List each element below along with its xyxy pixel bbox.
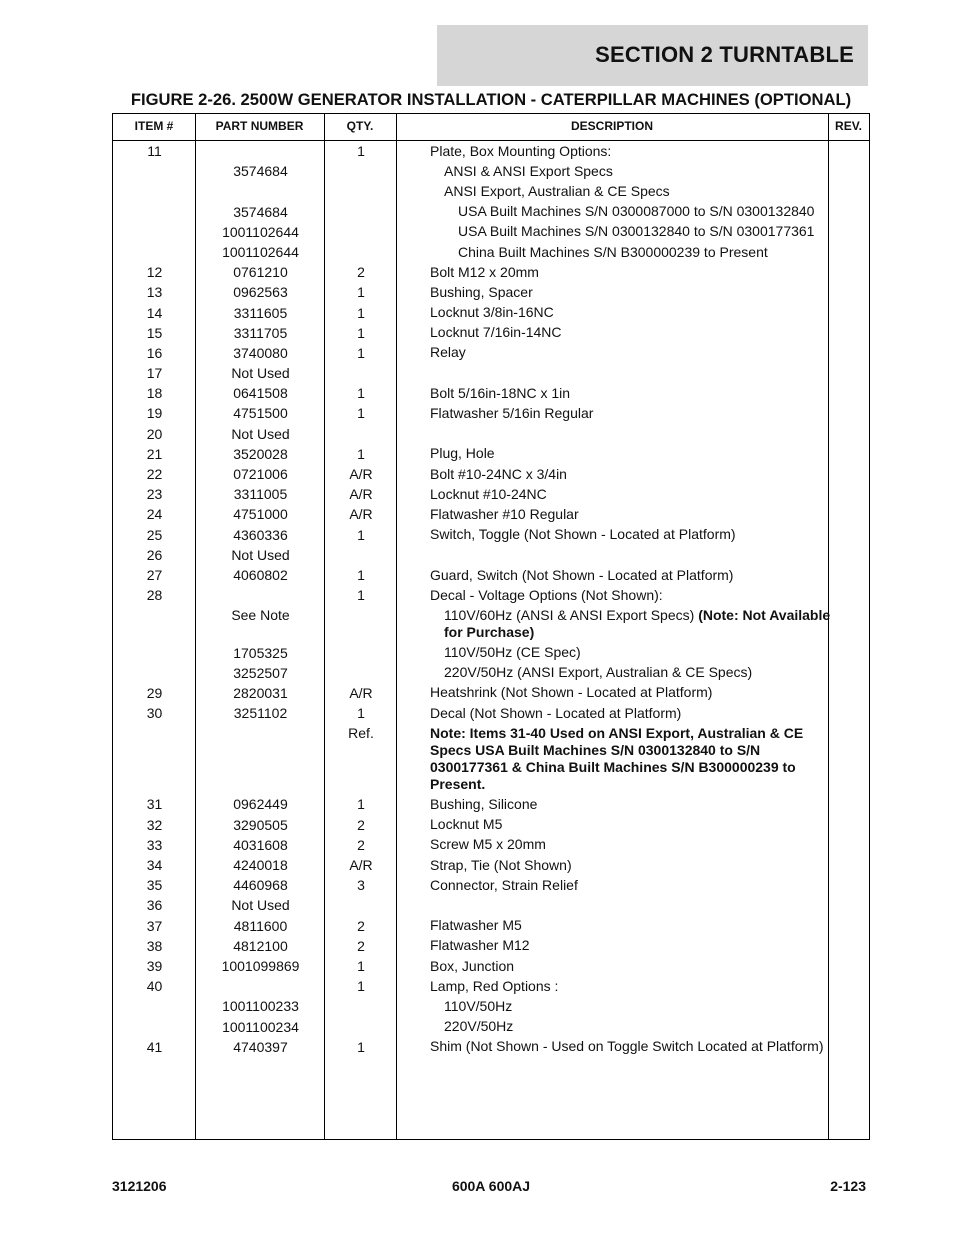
part-number: 0641508: [233, 385, 288, 402]
model-numbers: 600A 600AJ: [451, 1178, 531, 1194]
description: [430, 683, 830, 703]
description: [430, 723, 830, 794]
part-number: 1001102644: [222, 243, 299, 260]
quantity: A/R: [349, 684, 373, 701]
table-row: [113, 363, 869, 383]
quantity: 1: [357, 566, 365, 583]
description: [430, 323, 830, 343]
description: [430, 424, 830, 444]
description: [430, 956, 830, 976]
description: [430, 875, 830, 895]
quantity: A/R: [349, 486, 373, 503]
description-text: Bolt #10-24NC x 3/4in: [430, 465, 567, 482]
quantity: 1: [357, 304, 365, 321]
section-banner: [437, 25, 868, 86]
table-row: [113, 956, 869, 976]
description: [430, 484, 830, 504]
quantity: 1: [357, 796, 365, 813]
part-number: 1001102644: [222, 223, 299, 240]
description-text: 110V/60Hz (ANSI & ANSI Export Specs): [444, 606, 699, 623]
table-row: [113, 444, 869, 464]
description-text: Strap, Tie (Not Shown): [430, 856, 572, 873]
description: [458, 202, 858, 222]
table-row: [113, 484, 869, 504]
table-row: [113, 545, 869, 565]
header-description: DESCRIPTION: [570, 119, 653, 133]
table-row: [113, 464, 869, 484]
part-number: 3252507: [233, 664, 288, 681]
description: [458, 222, 858, 242]
quantity: 2: [357, 264, 365, 281]
item-number: 17: [146, 365, 163, 382]
table-row: [113, 525, 869, 545]
part-number: 3251102: [233, 705, 288, 722]
description: [444, 996, 844, 1016]
description-text: Flatwasher M5: [430, 917, 522, 934]
description: [430, 383, 830, 403]
header-rev: REV.: [835, 119, 862, 133]
quantity: 2: [357, 937, 365, 954]
item-number: 34: [146, 857, 163, 873]
item-number: 26: [146, 546, 163, 563]
item-number: 20: [146, 425, 163, 442]
table-row: [113, 916, 869, 936]
description: [430, 141, 830, 161]
table-row: [113, 323, 869, 343]
part-number: 4740397: [233, 1038, 288, 1055]
part-number: Not Used: [231, 425, 290, 442]
description-text: Decal (Not Shown - Located at Platform): [430, 704, 682, 721]
description-text: ANSI & ANSI Export Specs: [444, 162, 613, 179]
header-item: ITEM #: [134, 119, 174, 133]
description-note: Note: Items 31-40 Used on ANSI Export, Australian & CE Specs USA Built Machines S/N 0300132840 to S/N 0300177361 & China Built Machines S/N B300000239 to Present.: [430, 724, 804, 792]
item-number: 35: [146, 877, 163, 894]
table-row: [113, 895, 869, 915]
part-number: 0761210: [233, 264, 288, 281]
item-number: 18: [146, 385, 163, 402]
header-part-number: PART NUMBER: [215, 119, 304, 133]
description: [430, 545, 830, 565]
table-row: [113, 605, 869, 642]
item-number: 21: [146, 445, 163, 462]
table-header: [113, 114, 869, 141]
table-row: [113, 181, 869, 201]
table-row: [113, 161, 869, 181]
table-row: [113, 996, 869, 1016]
description-text: Lamp, Red Options :: [430, 977, 559, 994]
item-number: 24: [146, 506, 163, 523]
item-number: 22: [146, 466, 163, 482]
description: [430, 303, 830, 323]
table-row: [113, 835, 869, 855]
description-text: 110V/50Hz (CE Spec): [444, 644, 581, 661]
part-number: 3311005: [233, 486, 288, 503]
table-row: [113, 565, 869, 585]
page-number: 2-123: [830, 1178, 866, 1194]
description: [430, 585, 830, 605]
description: [444, 643, 844, 663]
table-row: [113, 703, 869, 723]
description-text: Heatshrink (Not Shown - Located at Platform): [430, 684, 713, 701]
part-number: 3311605: [233, 304, 288, 321]
description: [430, 976, 830, 996]
part-number: Not Used: [231, 546, 290, 563]
description-text: 110V/50Hz: [444, 997, 513, 1014]
description-text: Plate, Box Mounting Options:: [430, 142, 612, 159]
part-number: 4060802: [233, 566, 288, 583]
table-row: [113, 663, 869, 683]
table-row: [113, 976, 869, 996]
section-title: SECTION 2 TURNTABLE: [595, 42, 854, 67]
description-text: Bushing, Spacer: [430, 283, 533, 300]
table-row: [113, 1037, 869, 1057]
description: [430, 1037, 830, 1057]
description-text: ANSI Export, Australian & CE Specs: [444, 182, 670, 199]
part-number: 4360336: [233, 526, 288, 543]
description: [430, 895, 830, 915]
table-row: [113, 202, 869, 222]
part-number: 0962563: [233, 284, 288, 301]
table-row: [113, 794, 869, 814]
part-number: 3520028: [233, 445, 288, 462]
description: [430, 936, 830, 956]
item-number: 13: [146, 284, 163, 301]
description-text: USA Built Machines S/N 0300132840 to S/N 0300177361: [458, 223, 815, 240]
part-number: 4240018: [233, 857, 288, 873]
table-row: [113, 343, 869, 363]
part-number: 1001100234: [222, 1018, 299, 1035]
item-number: 29: [146, 684, 163, 701]
item-number: 39: [146, 957, 163, 974]
quantity: 1: [357, 143, 365, 159]
part-number: 1001099869: [221, 957, 300, 974]
description-text: Switch, Toggle (Not Shown - Located at Platform): [430, 526, 736, 543]
description-text: Bushing, Silicone: [430, 796, 538, 813]
item-number: 16: [146, 344, 163, 361]
description-text: Locknut 7/16in-14NC: [430, 324, 562, 341]
quantity: 1: [357, 957, 365, 974]
description-text: USA Built Machines S/N 0300087000 to S/N 0300132840: [458, 203, 815, 220]
description: [430, 815, 830, 835]
table-row: [113, 504, 869, 524]
part-number: 3574684: [233, 163, 288, 180]
figure-title: FIGURE 2-26. 2500W GENERATOR INSTALLATION - CATERPILLAR MACHINES (OPTIONAL): [130, 90, 852, 109]
description-text: Flatwasher M12: [430, 937, 530, 954]
table-row: [113, 643, 869, 663]
quantity: 1: [357, 705, 365, 722]
quantity: A/R: [349, 857, 373, 873]
description-note: (Note: Not Available for Purchase): [444, 606, 831, 640]
part-number: 1705325: [233, 644, 288, 661]
quantity: 1: [357, 344, 365, 361]
item-number: 15: [146, 324, 163, 341]
description: [444, 161, 844, 181]
description-text: Guard, Switch (Not Shown - Located at Platform): [430, 566, 734, 583]
item-number: 31: [146, 796, 163, 813]
quantity: 1: [357, 978, 365, 995]
item-number: 14: [146, 304, 163, 321]
table-row: [113, 303, 869, 323]
table-row: [113, 723, 869, 794]
description: [430, 565, 830, 585]
quantity: 1: [357, 385, 365, 402]
quantity: 1: [357, 526, 365, 543]
description: [430, 464, 830, 484]
part-number: 4812100: [233, 937, 288, 954]
description: [430, 794, 830, 814]
table-row: [113, 815, 869, 835]
table-row: [113, 424, 869, 444]
part-number: 3290505: [233, 816, 288, 833]
part-number: 0962449: [233, 796, 288, 813]
description: [430, 343, 830, 363]
description-text: Box, Junction: [430, 957, 515, 974]
description-text: Plug, Hole: [430, 445, 495, 462]
description: [430, 916, 830, 936]
quantity: 2: [357, 836, 365, 853]
item-number: 28: [146, 587, 163, 604]
description-text: Flatwasher #10 Regular: [430, 505, 579, 522]
quantity: 2: [357, 917, 365, 934]
description-text: Relay: [430, 344, 466, 361]
description: [458, 242, 858, 262]
table-row: [113, 403, 869, 423]
description-text: 220V/50Hz (ANSI Export, Australian & CE Specs): [444, 664, 753, 681]
table-body: [113, 141, 869, 1057]
description-text: Connector, Strain Relief: [430, 876, 578, 893]
parts-table: [112, 113, 870, 1140]
quantity: A/R: [349, 506, 373, 523]
doc-number: 3121206: [112, 1178, 167, 1194]
item-number: 33: [146, 836, 163, 853]
description: [430, 262, 830, 282]
table-row: [113, 282, 869, 302]
item-number: 30: [146, 705, 163, 722]
item-number: 12: [146, 264, 163, 281]
part-number: 3574684: [233, 203, 288, 220]
description: [430, 444, 830, 464]
part-number: 4751500: [233, 405, 288, 422]
table-row: [113, 585, 869, 605]
part-number: 3740080: [233, 344, 288, 361]
description: [430, 363, 830, 383]
description: [430, 403, 830, 423]
description: [430, 525, 830, 545]
table-row: [113, 383, 869, 403]
description: [430, 703, 830, 723]
quantity: 1: [357, 445, 365, 462]
quantity: 1: [357, 1038, 365, 1055]
quantity: 1: [357, 587, 365, 604]
item-number: 41: [146, 1038, 163, 1055]
item-number: 23: [146, 486, 163, 503]
table-row: [113, 936, 869, 956]
quantity: Ref.: [348, 725, 374, 742]
header-qty: QTY.: [346, 119, 374, 133]
description-text: Locknut #10-24NC: [430, 485, 547, 502]
description: [444, 605, 844, 642]
description: [444, 663, 844, 683]
description-text: 220V/50Hz: [444, 1018, 514, 1035]
part-number: See Note: [231, 607, 290, 624]
quantity: 2: [357, 816, 365, 833]
part-number: Not Used: [231, 897, 290, 914]
item-number: 36: [146, 897, 163, 914]
part-number: 4031608: [233, 836, 288, 853]
description-text: Screw M5 x 20mm: [430, 836, 546, 853]
description-text: China Built Machines S/N B300000239 to Present: [458, 243, 768, 260]
item-number: 40: [146, 978, 163, 995]
description: [444, 181, 844, 201]
description-text: Locknut M5: [430, 816, 503, 833]
table-row: [113, 141, 869, 161]
quantity: 1: [357, 284, 365, 301]
part-number: 4751000: [233, 506, 288, 523]
part-number: Not Used: [231, 365, 290, 382]
description: [430, 282, 830, 302]
part-number: 4811600: [233, 917, 288, 934]
description-text: Locknut 3/8in-16NC: [430, 304, 554, 321]
description-text: Flatwasher 5/16in Regular: [430, 405, 594, 422]
item-number: 37: [146, 917, 163, 934]
item-number: 11: [147, 143, 162, 159]
description-text: Decal - Voltage Options (Not Shown):: [430, 586, 663, 603]
quantity: A/R: [349, 466, 373, 482]
table-row: [113, 242, 869, 262]
table-row: [113, 1017, 869, 1037]
table-row: [113, 683, 869, 703]
description: [444, 1017, 844, 1037]
part-number: 0721006: [233, 466, 288, 482]
description: [430, 835, 830, 855]
table-row: [113, 262, 869, 282]
part-number: 4460968: [233, 877, 288, 894]
item-number: 27: [146, 566, 163, 583]
table-row: [113, 855, 869, 875]
item-number: 38: [146, 937, 163, 954]
description-text: Shim (Not Shown - Used on Toggle Switch Located at Platform): [430, 1038, 824, 1055]
quantity: 1: [357, 324, 365, 341]
part-number: 2820031: [233, 684, 288, 701]
part-number: 1001100233: [222, 998, 299, 1015]
quantity: 3: [357, 877, 365, 894]
quantity: 1: [357, 405, 365, 422]
description-text: Bolt M12 x 20mm: [430, 263, 539, 280]
item-number: 32: [146, 816, 163, 833]
item-number: 25: [146, 526, 163, 543]
table-row: [113, 222, 869, 242]
description: [430, 504, 830, 524]
description-text: Bolt 5/16in-18NC x 1in: [430, 384, 571, 401]
description: [430, 855, 830, 875]
part-number: 3311705: [233, 324, 288, 341]
table-row: [113, 875, 869, 895]
item-number: 19: [146, 405, 163, 422]
